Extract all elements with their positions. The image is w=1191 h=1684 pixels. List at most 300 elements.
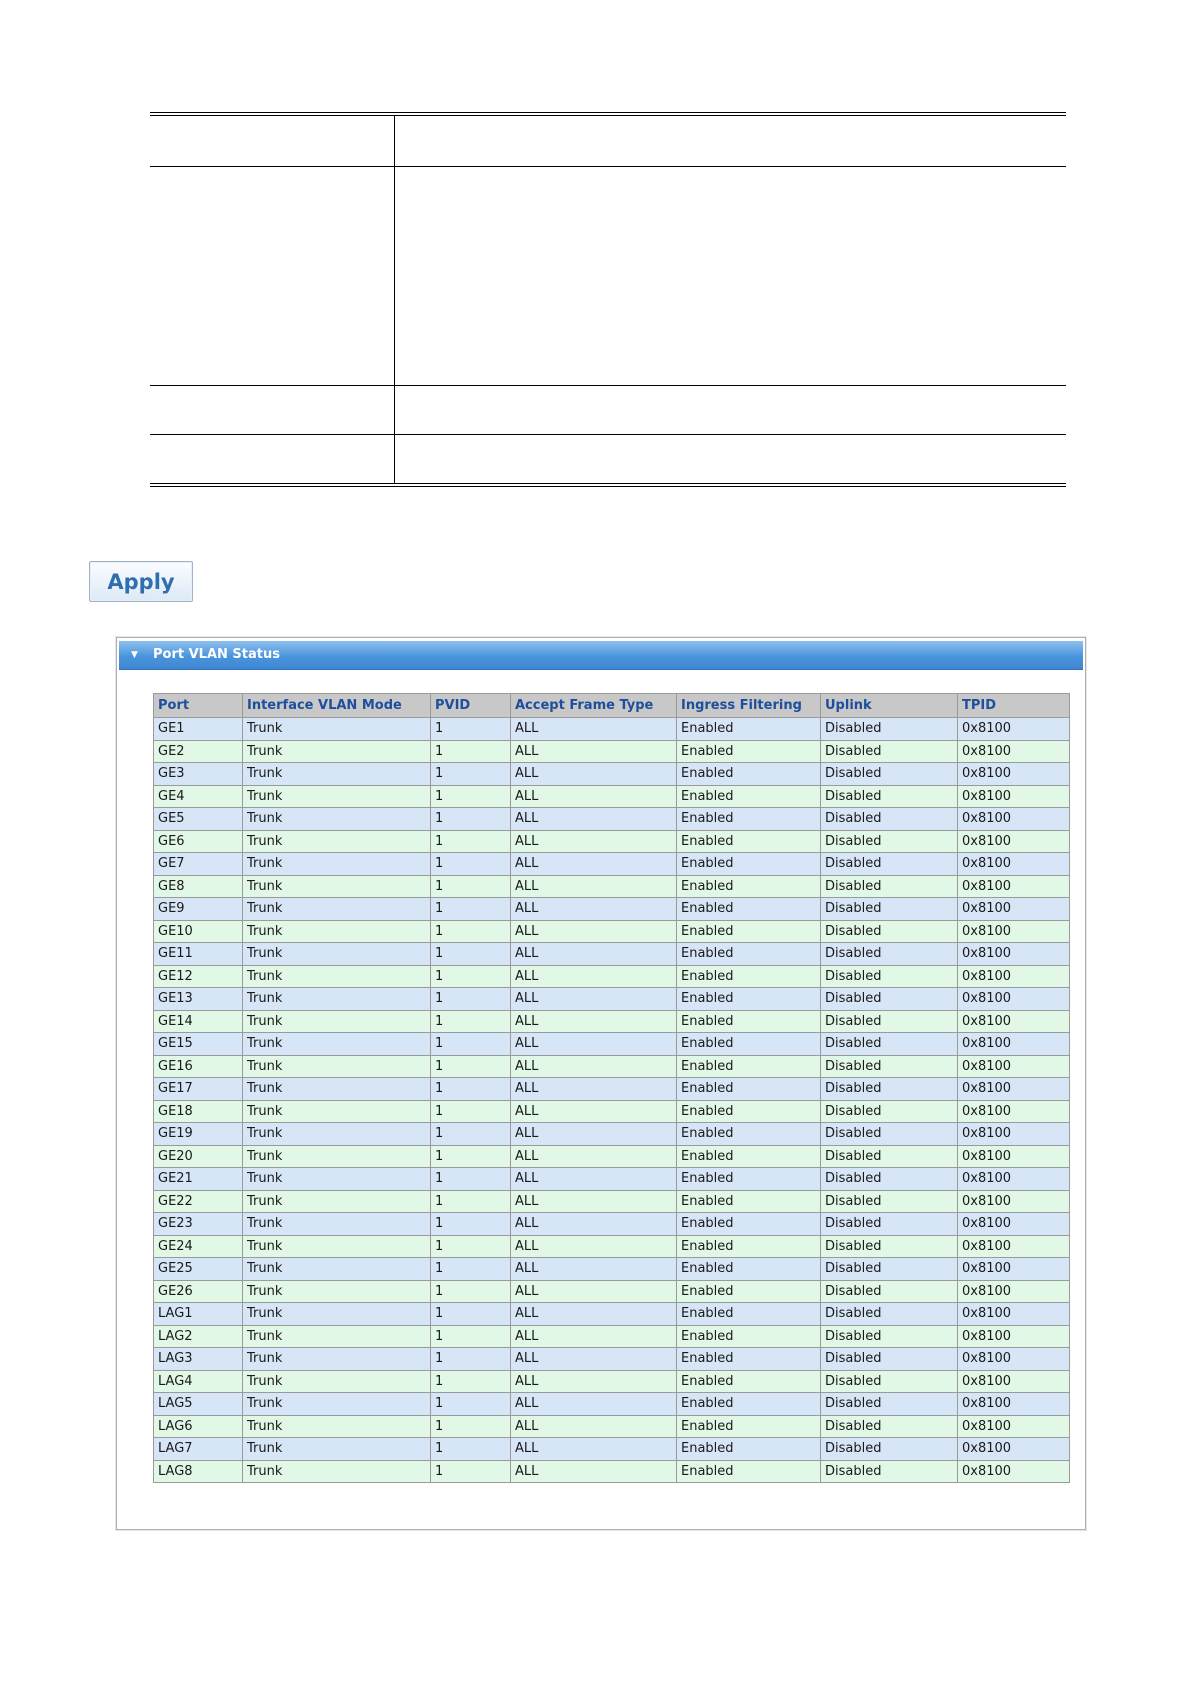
cell-ingress-filtering: Enabled (677, 1078, 821, 1101)
description-cell-text (395, 386, 1067, 435)
cell-accept-frame-type: ALL (511, 1078, 677, 1101)
cell-ingress-filtering: Enabled (677, 1303, 821, 1326)
cell-uplink: Disabled (821, 1055, 958, 1078)
cell-ingress-filtering: Enabled (677, 965, 821, 988)
cell-interface-vlan-mode: Trunk (243, 763, 431, 786)
cell-interface-vlan-mode: Trunk (243, 740, 431, 763)
cell-accept-frame-type: ALL (511, 1258, 677, 1281)
cell-accept-frame-type: ALL (511, 1438, 677, 1461)
cell-port: GE7 (154, 853, 243, 876)
cell-port: LAG5 (154, 1393, 243, 1416)
cell-pvid: 1 (431, 853, 511, 876)
cell-tpid: 0x8100 (958, 830, 1070, 853)
table-row (154, 1303, 1070, 1326)
cell-interface-vlan-mode: Trunk (243, 1190, 431, 1213)
cell-ingress-filtering: Enabled (677, 988, 821, 1011)
table-row (154, 1190, 1070, 1213)
cell-pvid: 1 (431, 1258, 511, 1281)
cell-uplink: Disabled (821, 875, 958, 898)
cell-tpid: 0x8100 (958, 853, 1070, 876)
cell-port: GE1 (154, 718, 243, 741)
table-row (154, 853, 1070, 876)
cell-ingress-filtering: Enabled (677, 1438, 821, 1461)
cell-pvid: 1 (431, 1325, 511, 1348)
cell-port: GE9 (154, 898, 243, 921)
cell-tpid: 0x8100 (958, 740, 1070, 763)
cell-tpid: 0x8100 (958, 1145, 1070, 1168)
cell-uplink: Disabled (821, 1100, 958, 1123)
cell-port: GE15 (154, 1033, 243, 1056)
port-vlan-status-panel (116, 637, 1086, 1530)
cell-pvid: 1 (431, 1145, 511, 1168)
cell-interface-vlan-mode: Trunk (243, 1258, 431, 1281)
cell-uplink: Disabled (821, 830, 958, 853)
cell-port: GE23 (154, 1213, 243, 1236)
cell-ingress-filtering: Enabled (677, 1168, 821, 1191)
cell-uplink: Disabled (821, 1145, 958, 1168)
description-cell-object (150, 167, 395, 386)
cell-interface-vlan-mode: Trunk (243, 1460, 431, 1483)
cell-ingress-filtering: Enabled (677, 1460, 821, 1483)
apply-button[interactable]: Apply (89, 561, 193, 602)
cell-pvid: 1 (431, 1370, 511, 1393)
cell-accept-frame-type: ALL (511, 920, 677, 943)
cell-interface-vlan-mode: Trunk (243, 1438, 431, 1461)
cell-accept-frame-type: ALL (511, 965, 677, 988)
cell-accept-frame-type: ALL (511, 1235, 677, 1258)
description-cell-object (150, 435, 395, 486)
table-row (154, 875, 1070, 898)
cell-accept-frame-type: ALL (511, 1033, 677, 1056)
cell-uplink: Disabled (821, 1010, 958, 1033)
cell-port: GE5 (154, 808, 243, 831)
cell-interface-vlan-mode: Trunk (243, 830, 431, 853)
cell-tpid: 0x8100 (958, 1325, 1070, 1348)
cell-uplink: Disabled (821, 898, 958, 921)
cell-tpid: 0x8100 (958, 920, 1070, 943)
panel-title: Port VLAN Status (153, 647, 280, 662)
cell-tpid: 0x8100 (958, 988, 1070, 1011)
column-header-accept-frame-type: Accept Frame Type (511, 694, 677, 718)
cell-tpid: 0x8100 (958, 1055, 1070, 1078)
description-cell-object (150, 114, 395, 167)
cell-interface-vlan-mode: Trunk (243, 1280, 431, 1303)
cell-ingress-filtering: Enabled (677, 1348, 821, 1371)
cell-accept-frame-type: ALL (511, 943, 677, 966)
table-row (154, 1280, 1070, 1303)
cell-ingress-filtering: Enabled (677, 1393, 821, 1416)
cell-ingress-filtering: Enabled (677, 898, 821, 921)
cell-interface-vlan-mode: Trunk (243, 898, 431, 921)
cell-uplink: Disabled (821, 1280, 958, 1303)
cell-port: GE24 (154, 1235, 243, 1258)
description-cell-text (395, 167, 1067, 386)
cell-tpid: 0x8100 (958, 898, 1070, 921)
cell-accept-frame-type: ALL (511, 1190, 677, 1213)
table-body (154, 718, 1070, 1483)
cell-accept-frame-type: ALL (511, 1460, 677, 1483)
cell-uplink: Disabled (821, 1415, 958, 1438)
cell-accept-frame-type: ALL (511, 988, 677, 1011)
cell-interface-vlan-mode: Trunk (243, 1055, 431, 1078)
table-header-row (154, 694, 1070, 718)
cell-uplink: Disabled (821, 1370, 958, 1393)
cell-accept-frame-type: ALL (511, 1168, 677, 1191)
cell-port: GE12 (154, 965, 243, 988)
cell-tpid: 0x8100 (958, 785, 1070, 808)
cell-uplink: Disabled (821, 1033, 958, 1056)
cell-interface-vlan-mode: Trunk (243, 1348, 431, 1371)
panel-header[interactable] (119, 641, 1083, 670)
cell-accept-frame-type: ALL (511, 1213, 677, 1236)
cell-port: GE18 (154, 1100, 243, 1123)
cell-interface-vlan-mode: Trunk (243, 1325, 431, 1348)
cell-pvid: 1 (431, 1280, 511, 1303)
description-cell-text (395, 114, 1067, 167)
cell-pvid: 1 (431, 898, 511, 921)
cell-port: LAG4 (154, 1370, 243, 1393)
cell-pvid: 1 (431, 1415, 511, 1438)
cell-pvid: 1 (431, 1078, 511, 1101)
cell-port: LAG2 (154, 1325, 243, 1348)
cell-pvid: 1 (431, 1010, 511, 1033)
cell-ingress-filtering: Enabled (677, 785, 821, 808)
cell-uplink: Disabled (821, 1348, 958, 1371)
cell-tpid: 0x8100 (958, 1010, 1070, 1033)
cell-pvid: 1 (431, 1123, 511, 1146)
cell-ingress-filtering: Enabled (677, 830, 821, 853)
cell-uplink: Disabled (821, 965, 958, 988)
cell-port: GE22 (154, 1190, 243, 1213)
cell-uplink: Disabled (821, 1258, 958, 1281)
cell-ingress-filtering: Enabled (677, 1415, 821, 1438)
cell-interface-vlan-mode: Trunk (243, 1123, 431, 1146)
collapse-caret-icon[interactable]: ▼ (131, 650, 138, 660)
port-vlan-status-table (153, 693, 1070, 1483)
table-row (154, 1258, 1070, 1281)
column-header-interface-vlan-mode: Interface VLAN Mode (243, 694, 431, 718)
cell-interface-vlan-mode: Trunk (243, 1370, 431, 1393)
cell-accept-frame-type: ALL (511, 1415, 677, 1438)
cell-port: GE17 (154, 1078, 243, 1101)
cell-accept-frame-type: ALL (511, 1370, 677, 1393)
cell-accept-frame-type: ALL (511, 853, 677, 876)
cell-ingress-filtering: Enabled (677, 920, 821, 943)
cell-ingress-filtering: Enabled (677, 1145, 821, 1168)
cell-pvid: 1 (431, 1438, 511, 1461)
cell-accept-frame-type: ALL (511, 1055, 677, 1078)
cell-uplink: Disabled (821, 1123, 958, 1146)
cell-ingress-filtering: Enabled (677, 808, 821, 831)
table-row (154, 808, 1070, 831)
cell-uplink: Disabled (821, 808, 958, 831)
cell-pvid: 1 (431, 1168, 511, 1191)
table-row (154, 943, 1070, 966)
cell-ingress-filtering: Enabled (677, 1010, 821, 1033)
cell-pvid: 1 (431, 1235, 511, 1258)
table-row (154, 740, 1070, 763)
cell-uplink: Disabled (821, 1213, 958, 1236)
cell-accept-frame-type: ALL (511, 1348, 677, 1371)
table-row (154, 1055, 1070, 1078)
cell-accept-frame-type: ALL (511, 875, 677, 898)
cell-tpid: 0x8100 (958, 1303, 1070, 1326)
cell-tpid: 0x8100 (958, 965, 1070, 988)
cell-ingress-filtering: Enabled (677, 1258, 821, 1281)
description-row (150, 435, 1066, 486)
cell-port: GE20 (154, 1145, 243, 1168)
cell-uplink: Disabled (821, 943, 958, 966)
column-header-uplink: Uplink (821, 694, 958, 718)
cell-port: LAG7 (154, 1438, 243, 1461)
cell-pvid: 1 (431, 740, 511, 763)
cell-uplink: Disabled (821, 1438, 958, 1461)
cell-uplink: Disabled (821, 1325, 958, 1348)
description-row (150, 386, 1066, 435)
description-cell-text (395, 435, 1067, 486)
cell-pvid: 1 (431, 718, 511, 741)
cell-ingress-filtering: Enabled (677, 740, 821, 763)
table-row (154, 1438, 1070, 1461)
cell-tpid: 0x8100 (958, 763, 1070, 786)
cell-pvid: 1 (431, 1100, 511, 1123)
cell-ingress-filtering: Enabled (677, 1190, 821, 1213)
cell-accept-frame-type: ALL (511, 1010, 677, 1033)
cell-tpid: 0x8100 (958, 1123, 1070, 1146)
cell-interface-vlan-mode: Trunk (243, 1415, 431, 1438)
cell-port: GE8 (154, 875, 243, 898)
cell-pvid: 1 (431, 1055, 511, 1078)
table-row (154, 1370, 1070, 1393)
cell-interface-vlan-mode: Trunk (243, 718, 431, 741)
cell-interface-vlan-mode: Trunk (243, 1235, 431, 1258)
cell-port: LAG1 (154, 1303, 243, 1326)
table-row (154, 1145, 1070, 1168)
cell-tpid: 0x8100 (958, 1348, 1070, 1371)
cell-port: GE11 (154, 943, 243, 966)
cell-tpid: 0x8100 (958, 1235, 1070, 1258)
cell-tpid: 0x8100 (958, 1213, 1070, 1236)
cell-ingress-filtering: Enabled (677, 853, 821, 876)
cell-accept-frame-type: ALL (511, 808, 677, 831)
cell-interface-vlan-mode: Trunk (243, 1100, 431, 1123)
cell-port: GE6 (154, 830, 243, 853)
cell-accept-frame-type: ALL (511, 785, 677, 808)
cell-accept-frame-type: ALL (511, 1100, 677, 1123)
cell-interface-vlan-mode: Trunk (243, 920, 431, 943)
cell-port: GE26 (154, 1280, 243, 1303)
cell-accept-frame-type: ALL (511, 763, 677, 786)
cell-interface-vlan-mode: Trunk (243, 853, 431, 876)
cell-pvid: 1 (431, 830, 511, 853)
cell-tpid: 0x8100 (958, 1393, 1070, 1416)
table-row (154, 1325, 1070, 1348)
cell-accept-frame-type: ALL (511, 1123, 677, 1146)
table-row (154, 1033, 1070, 1056)
cell-ingress-filtering: Enabled (677, 1123, 821, 1146)
cell-pvid: 1 (431, 988, 511, 1011)
cell-port: GE3 (154, 763, 243, 786)
column-header-tpid: TPID (958, 694, 1070, 718)
cell-ingress-filtering: Enabled (677, 1033, 821, 1056)
cell-port: GE21 (154, 1168, 243, 1191)
cell-interface-vlan-mode: Trunk (243, 1393, 431, 1416)
table-row (154, 763, 1070, 786)
cell-interface-vlan-mode: Trunk (243, 875, 431, 898)
description-cell-object (150, 386, 395, 435)
cell-ingress-filtering: Enabled (677, 1213, 821, 1236)
cell-tpid: 0x8100 (958, 1370, 1070, 1393)
cell-ingress-filtering: Enabled (677, 763, 821, 786)
cell-accept-frame-type: ALL (511, 898, 677, 921)
cell-tpid: 0x8100 (958, 1438, 1070, 1461)
cell-uplink: Disabled (821, 1168, 958, 1191)
cell-ingress-filtering: Enabled (677, 1055, 821, 1078)
cell-port: LAG6 (154, 1415, 243, 1438)
table-row (154, 1235, 1070, 1258)
cell-uplink: Disabled (821, 718, 958, 741)
cell-interface-vlan-mode: Trunk (243, 1303, 431, 1326)
cell-tpid: 0x8100 (958, 943, 1070, 966)
cell-pvid: 1 (431, 1190, 511, 1213)
table-row (154, 920, 1070, 943)
description-row (150, 167, 1066, 386)
cell-pvid: 1 (431, 1213, 511, 1236)
cell-port: GE2 (154, 740, 243, 763)
cell-port: GE13 (154, 988, 243, 1011)
table-row (154, 898, 1070, 921)
column-header-pvid: PVID (431, 694, 511, 718)
cell-tpid: 0x8100 (958, 1460, 1070, 1483)
column-header-ingress-filtering: Ingress Filtering (677, 694, 821, 718)
cell-port: GE14 (154, 1010, 243, 1033)
cell-interface-vlan-mode: Trunk (243, 1010, 431, 1033)
table-row (154, 1213, 1070, 1236)
cell-uplink: Disabled (821, 763, 958, 786)
table-row (154, 1393, 1070, 1416)
cell-interface-vlan-mode: Trunk (243, 1213, 431, 1236)
cell-ingress-filtering: Enabled (677, 1370, 821, 1393)
cell-port: GE4 (154, 785, 243, 808)
cell-accept-frame-type: ALL (511, 1393, 677, 1416)
cell-accept-frame-type: ALL (511, 1303, 677, 1326)
cell-ingress-filtering: Enabled (677, 943, 821, 966)
table-row (154, 1168, 1070, 1191)
cell-pvid: 1 (431, 808, 511, 831)
cell-accept-frame-type: ALL (511, 830, 677, 853)
table-row (154, 830, 1070, 853)
cell-ingress-filtering: Enabled (677, 718, 821, 741)
cell-uplink: Disabled (821, 740, 958, 763)
cell-pvid: 1 (431, 1033, 511, 1056)
cell-uplink: Disabled (821, 1190, 958, 1213)
cell-uplink: Disabled (821, 1460, 958, 1483)
cell-interface-vlan-mode: Trunk (243, 988, 431, 1011)
cell-port: GE16 (154, 1055, 243, 1078)
cell-interface-vlan-mode: Trunk (243, 808, 431, 831)
cell-accept-frame-type: ALL (511, 1145, 677, 1168)
cell-tpid: 0x8100 (958, 1078, 1070, 1101)
cell-interface-vlan-mode: Trunk (243, 1145, 431, 1168)
cell-tpid: 0x8100 (958, 875, 1070, 898)
table-row (154, 718, 1070, 741)
cell-tpid: 0x8100 (958, 1280, 1070, 1303)
cell-port: GE10 (154, 920, 243, 943)
cell-uplink: Disabled (821, 1393, 958, 1416)
cell-interface-vlan-mode: Trunk (243, 965, 431, 988)
table-row (154, 988, 1070, 1011)
description-table (150, 112, 1066, 487)
table-row (154, 785, 1070, 808)
cell-pvid: 1 (431, 965, 511, 988)
cell-tpid: 0x8100 (958, 1190, 1070, 1213)
cell-ingress-filtering: Enabled (677, 1325, 821, 1348)
table-row (154, 1123, 1070, 1146)
cell-pvid: 1 (431, 785, 511, 808)
cell-uplink: Disabled (821, 1078, 958, 1101)
cell-tpid: 0x8100 (958, 1033, 1070, 1056)
cell-uplink: Disabled (821, 1235, 958, 1258)
table-row (154, 1348, 1070, 1371)
cell-interface-vlan-mode: Trunk (243, 785, 431, 808)
cell-pvid: 1 (431, 943, 511, 966)
cell-accept-frame-type: ALL (511, 1325, 677, 1348)
cell-pvid: 1 (431, 763, 511, 786)
cell-tpid: 0x8100 (958, 718, 1070, 741)
cell-port: LAG8 (154, 1460, 243, 1483)
cell-tpid: 0x8100 (958, 808, 1070, 831)
description-row (150, 114, 1066, 167)
cell-port: GE25 (154, 1258, 243, 1281)
cell-pvid: 1 (431, 1303, 511, 1326)
cell-tpid: 0x8100 (958, 1168, 1070, 1191)
table-row (154, 1460, 1070, 1483)
cell-interface-vlan-mode: Trunk (243, 943, 431, 966)
table-row (154, 965, 1070, 988)
table-row (154, 1415, 1070, 1438)
cell-ingress-filtering: Enabled (677, 1235, 821, 1258)
table-row (154, 1100, 1070, 1123)
cell-uplink: Disabled (821, 920, 958, 943)
cell-accept-frame-type: ALL (511, 1280, 677, 1303)
cell-pvid: 1 (431, 875, 511, 898)
cell-pvid: 1 (431, 1393, 511, 1416)
cell-ingress-filtering: Enabled (677, 1280, 821, 1303)
cell-pvid: 1 (431, 1348, 511, 1371)
cell-interface-vlan-mode: Trunk (243, 1033, 431, 1056)
cell-port: GE19 (154, 1123, 243, 1146)
cell-uplink: Disabled (821, 853, 958, 876)
cell-uplink: Disabled (821, 785, 958, 808)
cell-tpid: 0x8100 (958, 1100, 1070, 1123)
cell-accept-frame-type: ALL (511, 740, 677, 763)
cell-ingress-filtering: Enabled (677, 1100, 821, 1123)
cell-tpid: 0x8100 (958, 1415, 1070, 1438)
cell-pvid: 1 (431, 1460, 511, 1483)
cell-interface-vlan-mode: Trunk (243, 1078, 431, 1101)
table-row (154, 1010, 1070, 1033)
cell-accept-frame-type: ALL (511, 718, 677, 741)
cell-ingress-filtering: Enabled (677, 875, 821, 898)
cell-tpid: 0x8100 (958, 1258, 1070, 1281)
cell-pvid: 1 (431, 920, 511, 943)
cell-uplink: Disabled (821, 988, 958, 1011)
cell-uplink: Disabled (821, 1303, 958, 1326)
table-row (154, 1078, 1070, 1101)
cell-interface-vlan-mode: Trunk (243, 1168, 431, 1191)
column-header-port: Port (154, 694, 243, 718)
cell-port: LAG3 (154, 1348, 243, 1371)
